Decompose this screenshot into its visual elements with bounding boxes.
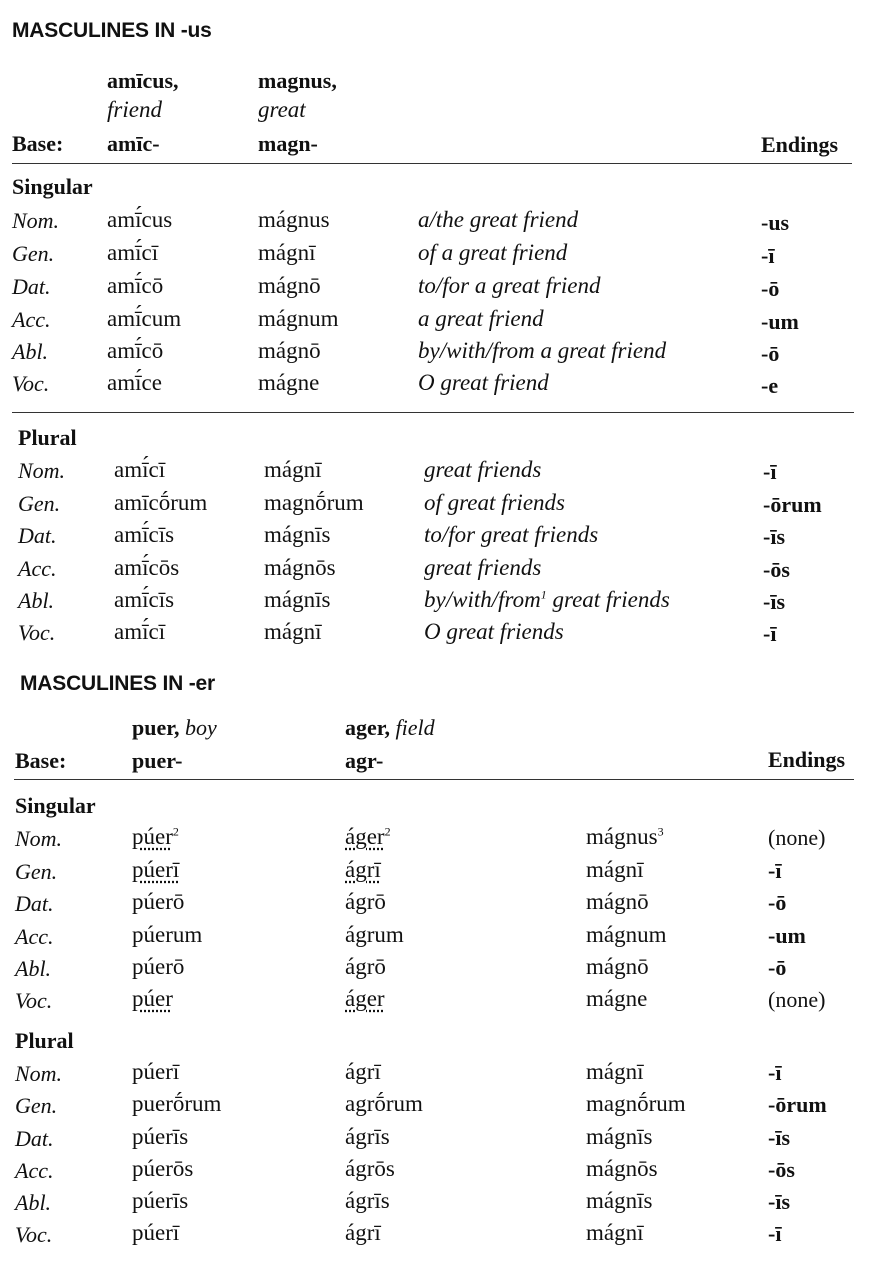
case-label: Gen. [15, 1093, 58, 1118]
case-label: Nom. [15, 826, 63, 851]
ending: -ōrum [763, 492, 822, 517]
adj-form: mágnī [264, 457, 322, 482]
case-label: Voc. [12, 371, 50, 396]
translation: of great friends [424, 490, 565, 515]
ending: -um [768, 923, 806, 948]
header-rule [14, 779, 854, 780]
case-label: Dat. [15, 891, 54, 916]
noun-form: amī́cus [107, 207, 173, 232]
base-label: Base: [12, 131, 64, 156]
adj-form: mágnīs [264, 522, 331, 547]
gloss-friend: friend [107, 97, 162, 122]
case-label: Gen. [15, 859, 58, 884]
ending: (none) [768, 825, 826, 850]
adj-form: mágnō [258, 338, 321, 363]
ager-form: ágrōs [345, 1156, 395, 1181]
puer-form [132, 824, 179, 850]
ager-form: ágrīs [345, 1124, 390, 1149]
puer-form: puerṓrum [132, 1091, 222, 1116]
lemma-ager [345, 715, 435, 741]
ending: (none) [768, 987, 826, 1012]
gloss-great: great [258, 97, 306, 122]
ending: -ō [761, 276, 780, 301]
magnus-form: mágnum [586, 922, 667, 947]
translation: great friends [424, 555, 542, 580]
ending: -ō [761, 341, 780, 366]
magnus-form: mágnōs [586, 1156, 658, 1181]
ending: -e [761, 373, 779, 398]
case-label: Acc. [12, 307, 51, 332]
magnus-form: mágnī [586, 1059, 644, 1084]
ager-form: áger [345, 986, 385, 1011]
noun-form: amī́cī [114, 619, 166, 644]
puer-form: púerī [132, 857, 180, 882]
case-label: Voc. [15, 1222, 53, 1247]
footnote-marker: 1 [540, 587, 547, 602]
plural-label: Plural [18, 425, 77, 450]
footnote-marker: 3 [657, 824, 664, 839]
magnus-form: mágnīs [586, 1124, 653, 1149]
noun-form: amī́cīs [114, 587, 175, 612]
puer-form: púerī [132, 1059, 180, 1084]
noun-form: amī́cī [107, 240, 159, 265]
magnus-form: mágnī [586, 1220, 644, 1245]
ending: -īs [768, 1189, 790, 1214]
singular-label: Singular [15, 793, 96, 818]
base-agr: agr- [345, 748, 384, 773]
adj-form: mágne [258, 370, 320, 395]
form-text: mágnus [586, 824, 658, 849]
ending: -ōs [768, 1157, 795, 1182]
translation: to/for a great friend [418, 273, 601, 298]
form-text: púer [132, 824, 173, 849]
ending: -ī [768, 858, 782, 883]
ager-form: ágrō [345, 954, 386, 979]
ending: -ōs [763, 557, 790, 582]
case-label: Dat. [12, 274, 51, 299]
translation: O great friend [418, 370, 549, 395]
translation: of a great friend [418, 240, 568, 265]
puer-form: púer [132, 986, 173, 1011]
case-label: Abl. [18, 588, 55, 613]
magnus-form: mágnīs [586, 1188, 653, 1213]
puer-form: púerōs [132, 1156, 194, 1181]
lemma-magnus: magnus, [258, 68, 337, 93]
footnote-marker: 2 [384, 824, 391, 839]
case-label: Dat. [18, 523, 57, 548]
noun-form: amīcṓrum [114, 490, 208, 515]
adj-form: mágnōs [264, 555, 336, 580]
translation: great friends [424, 457, 542, 482]
translation: a/the great friend [418, 207, 579, 232]
noun-form: amī́ce [107, 370, 162, 395]
ending: -ī [761, 243, 775, 268]
ending: -ī [768, 1060, 782, 1085]
adj-form: mágnō [258, 273, 321, 298]
puer-form: púerīs [132, 1188, 189, 1213]
footnote-marker: 2 [172, 824, 179, 839]
endings-header: Endings [768, 747, 846, 772]
base-label: Base: [15, 748, 67, 773]
lemma-puer [132, 715, 217, 741]
case-label: Nom. [12, 208, 60, 233]
lemma-word: puer, [132, 715, 180, 740]
ending: -īs [763, 524, 785, 549]
case-label: Voc. [18, 620, 56, 645]
section-divider [12, 412, 854, 413]
magnus-form: mágnō [586, 889, 649, 914]
adj-form: mágnī [258, 240, 316, 265]
base-magn: magn- [258, 131, 318, 156]
ager-form: ágrī [345, 1059, 381, 1084]
adj-form: magnṓrum [264, 490, 364, 515]
ager-form: agrṓrum [345, 1091, 423, 1116]
ending: -īs [768, 1125, 790, 1150]
adj-form: mágnī [264, 619, 322, 644]
ager-form: ágrī [345, 1220, 381, 1245]
puer-form: púerō [132, 954, 185, 979]
case-label: Nom. [15, 1061, 63, 1086]
translation-part: great friends [546, 587, 670, 612]
ending: -ī [763, 459, 777, 484]
singular-label: Singular [12, 174, 93, 199]
noun-form: amī́cīs [114, 522, 175, 547]
ager-form: ágrī [345, 857, 381, 882]
magnus-form: mágne [586, 986, 648, 1011]
section-title-er: MASCULINES IN -er [20, 672, 215, 695]
case-label: Voc. [15, 988, 53, 1013]
case-label: Acc. [18, 556, 57, 581]
translation: by/with/from a great friend [418, 338, 667, 363]
ending: -ī [763, 621, 777, 646]
case-label: Abl. [15, 1190, 52, 1215]
case-label: Acc. [15, 1158, 54, 1183]
lemma-gloss: boy [184, 715, 217, 740]
noun-form: amī́cum [107, 306, 182, 331]
case-label: Gen. [12, 241, 55, 266]
case-label: Dat. [15, 1126, 54, 1151]
noun-form: amī́cō [107, 273, 164, 298]
form-text: áger [345, 824, 385, 849]
translation: to/for great friends [424, 522, 599, 547]
lemma-gloss: field [395, 715, 435, 740]
magnus-form: mágnī [586, 857, 644, 882]
puer-form: púerum [132, 922, 203, 947]
noun-form: amī́cōs [114, 555, 180, 580]
ager-form [345, 824, 391, 850]
plural-label: Plural [15, 1028, 74, 1053]
lemma-amicus: amīcus, [107, 68, 179, 93]
header-rule [12, 163, 852, 164]
ager-form: ágrum [345, 922, 404, 947]
puer-form: púerī [132, 1220, 180, 1245]
translation-part: by/with/from [424, 587, 541, 612]
lemma-word: ager, [345, 715, 391, 740]
adj-form: mágnīs [264, 587, 331, 612]
ending: -us [761, 210, 790, 235]
ending: -ōrum [768, 1092, 827, 1117]
case-label: Abl. [15, 956, 52, 981]
adj-form: mágnus [258, 207, 330, 232]
endings-header: Endings [761, 132, 839, 157]
ending: -ō [768, 955, 787, 980]
ager-form: ágrīs [345, 1188, 390, 1213]
ager-form: ágrō [345, 889, 386, 914]
translation: a great friend [418, 306, 544, 331]
case-label: Acc. [15, 924, 54, 949]
translation [424, 587, 670, 613]
case-label: Abl. [12, 339, 49, 364]
base-puer: puer- [132, 748, 183, 773]
section-title-us: MASCULINES IN -us [12, 19, 212, 42]
ending: -īs [763, 589, 785, 614]
puer-form: púerīs [132, 1124, 189, 1149]
magnus-form: mágnō [586, 954, 649, 979]
case-label: Gen. [18, 491, 61, 516]
translation: O great friends [424, 619, 564, 644]
noun-form: amī́cī [114, 457, 166, 482]
case-label: Nom. [18, 458, 66, 483]
base-amic: amīc- [107, 131, 160, 156]
adj-form: mágnum [258, 306, 339, 331]
ending: -ō [768, 890, 787, 915]
magnus-form [586, 824, 664, 850]
puer-form: púerō [132, 889, 185, 914]
ending: -um [761, 309, 799, 334]
noun-form: amī́cō [107, 338, 164, 363]
magnus-form: magnṓrum [586, 1091, 686, 1116]
ending: -ī [768, 1221, 782, 1246]
